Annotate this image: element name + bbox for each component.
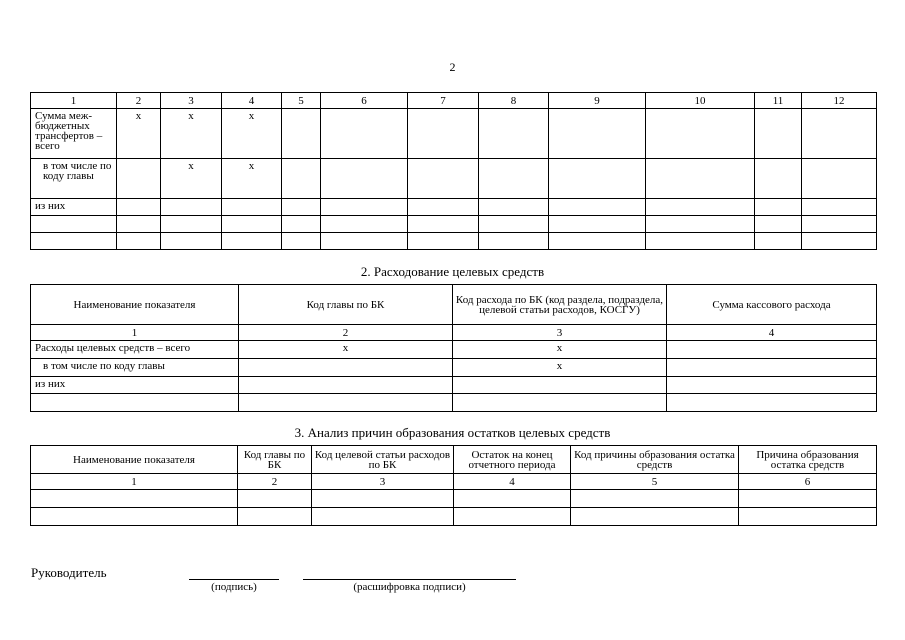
header-cell: Код главы по БК: [238, 446, 312, 474]
table-header-row: [31, 474, 877, 490]
col-number: 2: [117, 93, 161, 109]
header-cell: Остаток на конец отчетного периода: [454, 446, 571, 474]
col-number: 9: [549, 93, 646, 109]
cell: [282, 159, 321, 199]
table-header-row: [31, 93, 877, 109]
table-row: [31, 377, 877, 394]
col-number: 8: [479, 93, 549, 109]
header-cell: Код причины образования остатка средств: [571, 446, 739, 474]
cell: [408, 109, 479, 159]
col-number: 5: [571, 474, 739, 490]
expenditure-table: [30, 284, 877, 412]
row-label: Сумма меж-бюджетных трансфертов – всего: [31, 109, 117, 159]
name-line: [303, 579, 516, 580]
table-header-row: [31, 285, 877, 325]
cell: x: [222, 159, 282, 199]
col-number: 4: [667, 325, 877, 341]
header-cell: Код целевой статьи расходов по БК: [312, 446, 454, 474]
col-number: 3: [453, 325, 667, 341]
table-row: [31, 216, 877, 233]
cell: [549, 109, 646, 159]
cell: [408, 159, 479, 199]
col-number: 1: [31, 325, 239, 341]
col-number: 4: [222, 93, 282, 109]
cell: [321, 109, 408, 159]
cell: x: [161, 159, 222, 199]
col-number: 2: [238, 474, 312, 490]
cell: [282, 109, 321, 159]
cell: x: [453, 341, 667, 359]
cell: [667, 341, 877, 359]
table-row: [31, 199, 877, 216]
signature-label: Руководитель: [31, 565, 107, 580]
cell: [802, 159, 877, 199]
col-number: 5: [282, 93, 321, 109]
name-caption: (расшифровка подписи): [353, 581, 466, 593]
col-number: 7: [408, 93, 479, 109]
cell: [321, 159, 408, 199]
signature-line: [189, 579, 279, 580]
cell: x: [239, 341, 453, 359]
col-number: 1: [31, 93, 117, 109]
table-row: [31, 359, 877, 377]
cell: x: [453, 359, 667, 377]
table-row: [31, 233, 877, 250]
col-number: 4: [454, 474, 571, 490]
balance-analysis-table: [30, 445, 877, 526]
table-row: [31, 159, 877, 199]
header-cell: Код главы по БК: [239, 285, 453, 325]
page-number: 2: [449, 60, 456, 74]
row-label: в том числе по коду главы: [31, 359, 239, 377]
col-number: 2: [239, 325, 453, 341]
cell: [479, 109, 549, 159]
table-row: [31, 109, 877, 159]
cell: x: [161, 109, 222, 159]
section2-title: 2. Расходование целевых средств: [360, 264, 545, 279]
header-cell: Сумма кассового расхода: [667, 285, 877, 325]
cell: [755, 109, 802, 159]
transfers-table: [30, 92, 877, 250]
col-number: 3: [312, 474, 454, 490]
cell: [802, 109, 877, 159]
section3-title: 3. Анализ причин образования остатков целевых средств: [294, 425, 611, 440]
signature-caption: (подпись): [211, 581, 257, 593]
row-label: из них: [31, 199, 117, 216]
cell: [479, 159, 549, 199]
cell: x: [222, 109, 282, 159]
cell: [646, 159, 755, 199]
col-number: 10: [646, 93, 755, 109]
row-label: в том числе по коду главы: [31, 159, 117, 199]
row-label: из них: [31, 377, 239, 394]
cell: x: [117, 109, 161, 159]
col-number: 6: [321, 93, 408, 109]
cell: [667, 359, 877, 377]
table-row: [31, 341, 877, 359]
table-row: [31, 490, 877, 508]
row-label: Расходы целевых средств – всего: [31, 341, 239, 359]
cell: [549, 159, 646, 199]
header-cell: Наименование показателя: [31, 285, 239, 325]
header-cell: Наименование показателя: [31, 446, 238, 474]
col-number: 1: [31, 474, 238, 490]
col-number: 12: [802, 93, 877, 109]
header-cell: Код расхода по БК (код раздела, подраздела, целевой статьи расходов, КОСГУ): [453, 285, 667, 325]
table-header-row: [31, 325, 877, 341]
cell: [755, 159, 802, 199]
col-number: 3: [161, 93, 222, 109]
cell: [646, 109, 755, 159]
table-row: [31, 508, 877, 526]
cell: [117, 159, 161, 199]
col-number: 11: [755, 93, 802, 109]
table-header-row: [31, 446, 877, 474]
col-number: 6: [739, 474, 877, 490]
header-cell: Причина образования остатка средств: [739, 446, 877, 474]
table-row: [31, 394, 877, 412]
cell: [239, 359, 453, 377]
